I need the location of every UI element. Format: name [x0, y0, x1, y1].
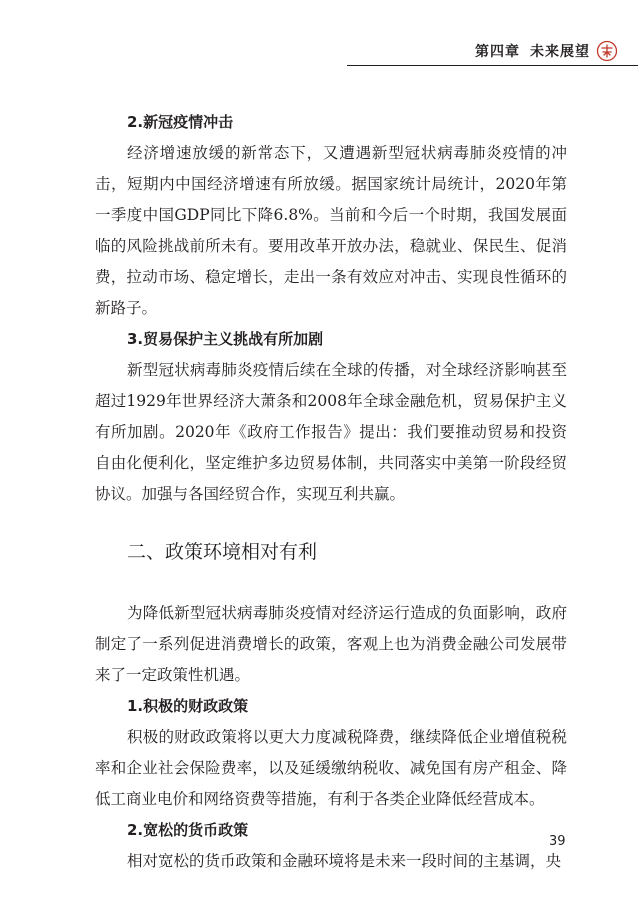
paragraph-monetary-policy: 相对宽松的货币政策和金融环境将是未来一段时间的主基调，央: [127, 852, 562, 870]
seal-logo-icon: [596, 40, 618, 62]
page-body: [95, 107, 567, 877]
paragraph-fiscal-policy: 积极的财政政策将以更大力度减税降费，继续降低企业增值税税率和企业社会保险费率，以及延缓缴纳税收、减免国有房产租金、降低工商业电价和网络资费等措施，有利于各类企业降低经营成本。: [95, 728, 567, 808]
page-number: 39: [549, 834, 566, 849]
running-header: [475, 40, 618, 62]
paragraph-covid-impact: 经济增速放缓的新常态下，又遭遇新型冠状病毒肺炎疫情的冲击，短期内中国经济增速有所放缓。据国家统计局统计，2020年第一季度中国GDP同比下降6.8%。当前和今后一个时期，我国发展面临的风险挑战前所未有。要用改革开放办法，稳就业、保民生、促消费，拉动市场、稳定增长，走出一条有效应对冲击、实现良性循环的新路子。: [95, 144, 567, 317]
main-heading-policy-environment: 二、政策环境相对有利: [127, 541, 318, 563]
section-heading-trade-protectionism: 3.贸易保护主义挑战有所加剧: [127, 330, 324, 348]
chapter-number: 第四章: [475, 44, 520, 60]
header-rule: [347, 65, 638, 66]
chapter-label: [475, 41, 590, 61]
paragraph-trade-protectionism: 新型冠状病毒肺炎疫情后续在全球的传播，对全球经济影响甚至超过1929年世界经济大萧条和2008年全球金融危机，贸易保护主义有所加剧。2020年《政府工作报告》提出：我们要推动贸易和投资自由化便利化，坚定维护多边贸易体制，共同落实中美第一阶段经贸协议。加强与各国经贸合作，实现互利共赢。: [95, 361, 567, 503]
section-heading-covid-impact: 2.新冠疫情冲击: [127, 113, 234, 131]
section-heading-monetary-policy: 2.宽松的货币政策: [127, 821, 249, 839]
chapter-title: 未来展望: [530, 44, 590, 60]
paragraph-policy-intro: 为降低新型冠状病毒肺炎疫情对经济运行造成的负面影响，政府制定了一系列促进消费增长的政策，客观上也为消费金融公司发展带来了一定政策性机遇。: [95, 604, 567, 684]
section-heading-fiscal-policy: 1.积极的财政政策: [127, 697, 249, 715]
